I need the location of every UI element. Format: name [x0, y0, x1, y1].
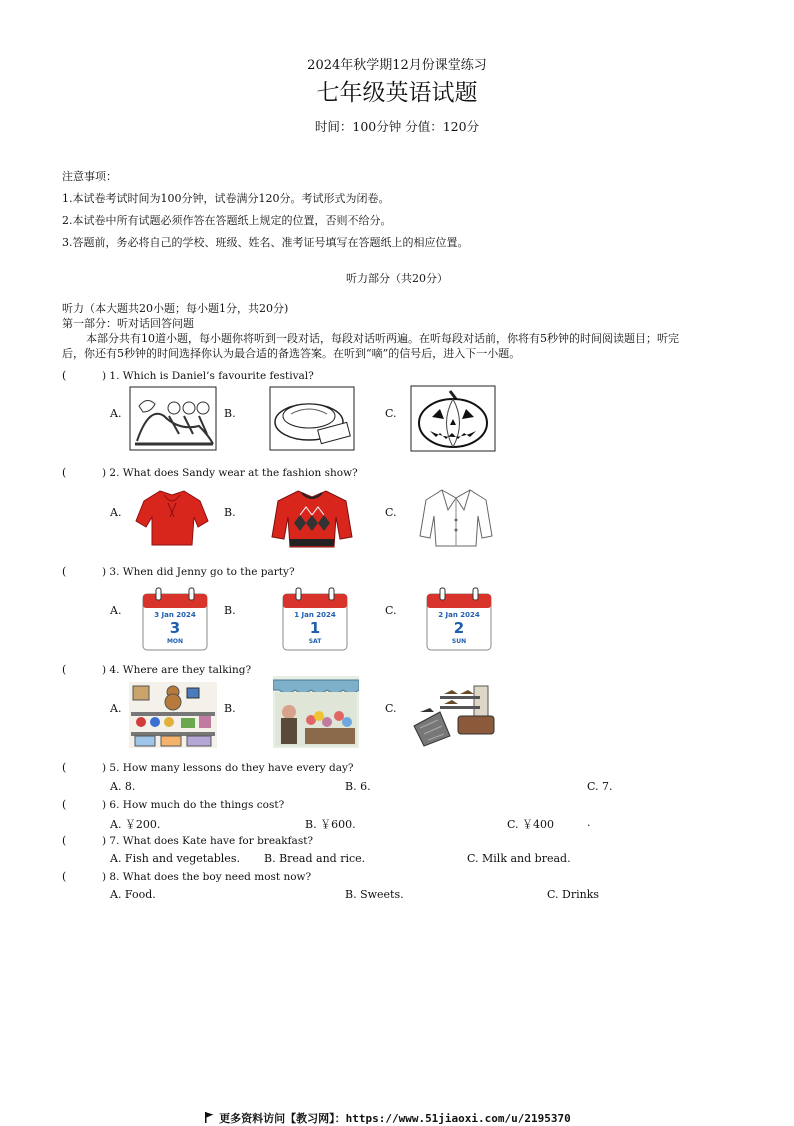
question-text: ) 6. How much do the things cost? — [102, 799, 285, 811]
question-text: ) 5. How many lessons do they have every day? — [102, 762, 354, 774]
option-label: C. — [385, 604, 397, 617]
red-blouse-image — [134, 487, 210, 549]
white-jacket-image — [418, 486, 494, 550]
exam-meta: 时间：100分钟 分值：120分 — [314, 119, 480, 134]
dragon-boat-image — [129, 386, 217, 451]
argyle-sweater-image — [270, 487, 354, 549]
calendar-weekday: MON — [166, 638, 184, 645]
answer-paren[interactable]: ( — [62, 369, 67, 382]
answer-paren[interactable]: ( — [62, 761, 67, 774]
option-label: B. — [224, 702, 236, 715]
option-text: C. Milk and bread. — [467, 852, 571, 865]
option-label: A. — [110, 506, 122, 519]
exam-term: 2024年秋学期12月份课堂练习 — [307, 58, 487, 73]
question-text: ) 1. Which is Daniel’s favourite festival? — [102, 370, 314, 382]
option-text: C. Drinks — [547, 888, 600, 901]
question-text: ) 3. When did Jenny go to the party? — [102, 566, 295, 578]
calendar-option-c — [424, 586, 494, 652]
calendar-day: 3 — [169, 619, 181, 637]
pumpkin-image — [410, 385, 496, 452]
instructions: 本部分共有10道小题，每小题你将听到一段对话，每段对话听两遍。在听每段对话前，你将有5秒钟的时间阅读题目；听完 — [86, 332, 679, 345]
note-item: 3.答题前，务必将自己的学校、班级、姓名、准考证号填写在答题纸上的相应位置。 — [62, 236, 469, 249]
option-text: A. Food. — [110, 888, 156, 901]
option-text: A. 8. — [110, 780, 136, 793]
note-item: 2.本试卷中所有试题必须作答在答题纸上规定的位置，否则不给分。 — [62, 214, 392, 227]
option-label: C. — [385, 407, 397, 420]
option-text: . — [587, 816, 591, 829]
option-label: A. — [110, 407, 122, 420]
footer-link[interactable]: 更多资料访问【教习网】：https://www.51jiaoxi.com/u/2195370 — [219, 1112, 571, 1125]
calendar-option-b — [280, 586, 350, 652]
option-text: B. 6. — [345, 780, 371, 793]
notes-heading: 注意事项： — [62, 170, 117, 183]
option-text: B. ￥600. — [305, 818, 356, 831]
shoe-shop-image — [410, 682, 498, 748]
option-text: A. ￥200. — [110, 818, 161, 831]
answer-paren[interactable]: ( — [62, 466, 67, 479]
option-label: C. — [385, 506, 397, 519]
answer-paren[interactable]: ( — [62, 663, 67, 676]
footer — [204, 1107, 571, 1126]
question-text: ) 8. What does the boy need most now? — [102, 871, 312, 883]
question-text: ) 4. Where are they talking? — [102, 664, 252, 676]
mooncake-image — [269, 386, 355, 451]
section-title: 听力部分（共20分） — [346, 272, 448, 285]
listening-intro: 听力（本大题共20小题；每小题1分，共20分) — [62, 302, 289, 315]
option-label: B. — [224, 506, 236, 519]
toy-shop-image — [129, 682, 217, 748]
flower-shop-image — [273, 676, 359, 748]
flag-icon — [204, 1112, 214, 1123]
instructions: 后，你还有5秒钟的时间选择你认为最合适的备选答案。在听到“嘀”的信号后，进入下一小题。 — [62, 347, 521, 360]
option-label: C. — [385, 702, 397, 715]
option-text: B. Bread and rice. — [264, 852, 366, 865]
note-item: 1.本试卷考试时间为100分钟，试卷满分120分。考试形式为闭卷。 — [62, 192, 390, 205]
answer-paren[interactable]: ( — [62, 565, 67, 578]
calendar-day: 2 — [453, 619, 465, 637]
option-label: B. — [224, 407, 236, 420]
page-title: 七年级英语试题 — [316, 80, 478, 106]
part-title: 第一部分：听对话回答问题 — [62, 317, 194, 330]
calendar-option-a — [140, 586, 210, 652]
option-text: C. 7. — [587, 780, 613, 793]
calendar-day: 1 — [309, 619, 321, 637]
question-text: ) 7. What does Kate have for breakfast? — [102, 835, 314, 847]
calendar-date: 1 Jan 2024 — [294, 611, 336, 619]
calendar-date: 2 Jan 2024 — [438, 611, 480, 619]
question-text: ) 2. What does Sandy wear at the fashion show? — [102, 467, 358, 479]
calendar-weekday: SAT — [308, 638, 322, 645]
answer-paren[interactable]: ( — [62, 834, 67, 847]
calendar-weekday: SUN — [451, 638, 467, 645]
option-text: B. Sweets. — [345, 888, 404, 901]
option-label: A. — [110, 604, 122, 617]
answer-paren[interactable]: ( — [62, 798, 67, 811]
calendar-date: 3 Jan 2024 — [154, 611, 196, 619]
answer-paren[interactable]: ( — [62, 870, 67, 883]
option-text: C. ￥400 — [507, 818, 555, 831]
option-label: A. — [110, 702, 122, 715]
option-text: A. Fish and vegetables. — [110, 852, 240, 865]
option-label: B. — [224, 604, 236, 617]
